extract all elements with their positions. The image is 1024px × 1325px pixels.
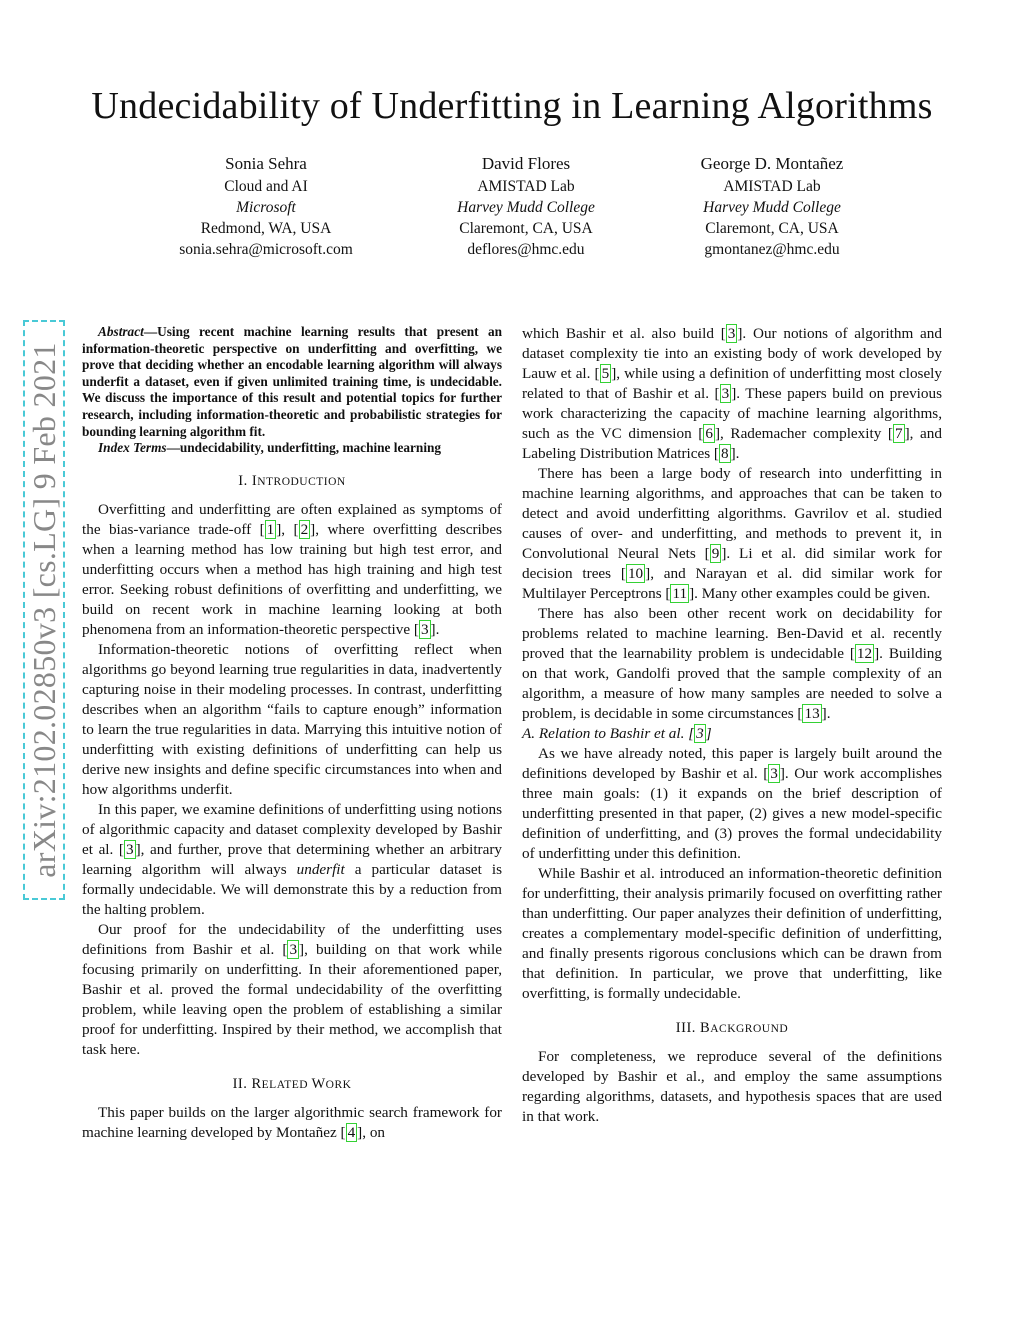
author-name: David Flores: [481, 154, 571, 173]
citation-link[interactable]: 7: [894, 425, 903, 442]
citation-link[interactable]: 5: [601, 365, 610, 382]
section-heading-related-work: II. RELATED WORK: [232, 1075, 352, 1092]
citation-link[interactable]: 3: [696, 725, 704, 742]
citation-link[interactable]: 3: [770, 765, 778, 782]
right-column: [522, 324, 942, 1127]
author-email[interactable]: deflores@hmc.edu: [467, 241, 585, 258]
citation-link[interactable]: 12: [856, 645, 873, 662]
abstract-text: —Using recent machine learning results that present an information-theoretic perspective on underfitting and overfitting, we prove that deciding whether an encodable learning algorithm will always underfit a dataset, even if given unlimited training time, is undecidable. We discuss the importance of this result and potential topics for further research, including information-theoretic and probabilistic strategies for bounding learning algorithm fit.: [82, 324, 502, 439]
paragraph: There has also been other recent work on decidability for problems related to machine learning. Ben-David et al. recently proved that the learnability problem is undecidable [ 12 ]. Building on that work, Gandolfi proved that the sample complexity of an algorithm, a measure of how many samples are needed to solve a problem, is decidable in some circumstances [ 13 ].: [522, 605, 942, 722]
index-terms-label: Index Terms: [98, 440, 167, 456]
citation-link[interactable]: 2: [300, 520, 309, 538]
author-location: Claremont, CA, USA: [459, 220, 593, 237]
citation-link[interactable]: 3: [721, 385, 730, 402]
citation-link[interactable]: 3: [289, 940, 298, 958]
citation-link[interactable]: 3: [727, 325, 736, 342]
author-block: [396, 152, 656, 260]
paragraph: which Bashir et al. also build [ 3 ]. Our notions of algorithm and dataset complexity tie into an existing body of work developed by Lauw et al. [ 5 ], while using a definition of underfitting most closely related to that of Bashir et al. [ 3 ]. These papers build on previous work characterizing the capacity of machine learning algorithms, such as the VC dimension [ 6 ], Rademacher complexity [ 7 ], and Labeling Distribution Matrices [ 8 ].: [522, 325, 943, 462]
abstract: [82, 324, 502, 440]
author-email[interactable]: sonia.sehra@microsoft.com: [179, 241, 353, 258]
author-name: Sonia Sehra: [225, 154, 307, 173]
citation-link[interactable]: 3: [420, 620, 429, 638]
author-organization: Harvey Mudd College: [703, 199, 841, 216]
author-block: [136, 152, 396, 260]
citation-link[interactable]: 1: [266, 520, 275, 538]
citation-link[interactable]: 4: [347, 1123, 356, 1141]
citation-link[interactable]: 8: [720, 445, 729, 462]
index-terms: [82, 440, 502, 457]
author-organization: Harvey Mudd College: [457, 199, 595, 216]
paragraph: There has been a large body of research into underfitting in machine learning algorithms, and approaches that can be taken to detect and avoid underfitting algorithms. Gavrilov et al. studied causes of over- and underfitting, and methods to prevent it, in Convolutional Neural Nets [ 9 ]. Li et al. did similar work for decision trees [ 10 ], and Narayan et al. did similar work for Multilayer Perceptrons [ 11 ]. Many other examples could be given.: [522, 465, 942, 602]
index-terms-text: —undecidability, underfitting, machine learning: [166, 440, 442, 456]
section-heading-background: III. BACKGROUND: [675, 1020, 789, 1036]
paragraph: In this paper, we examine definitions of underfitting using notions of algorithmic capacity and dataset complexity developed by Bashir et al. [ 3 ], and further, prove that determining whether an arbitrary learning algorithm will always underfit a particular dataset is formally undecidable. We will demonstrate this by a reduction from the halting problem.: [82, 800, 503, 918]
paragraph: Information-theoretic notions of overfitting reflect when algorithms go beyond learning true regularities in data, inadvertently capturing noise in their modeling processes. In contrast, underfitting describes when an algorithm “fails to capture enough” information to learn the true regularities in data. Marrying this intuitive notion of underfitting with existing definitions of underfitting can help us derive new insights and define specific circumstances into when and how algorithms underfit.: [82, 640, 502, 798]
arxiv-stamp: [18, 320, 70, 900]
paragraph: Our proof for the undecidability of the underfitting uses definitions from Bashir et al. [ 3 ], building on that work while focusing primarily on underfitting. In their aforementioned paper, Bashir et al. proved the formal undecidability of the overfitting problem, while leaving open the problem of establishing a similar proof for underfitting. Inspired by their method, we accomplish that task here.: [82, 920, 502, 1058]
author-location: Claremont, CA, USA: [705, 220, 839, 237]
author-block: [642, 152, 902, 260]
author-affiliation: AMISTAD Lab: [723, 178, 821, 195]
left-column: [82, 324, 502, 1143]
citation-link[interactable]: 9: [711, 545, 720, 562]
section-heading-introduction: I. INTRODUCTION: [238, 472, 346, 489]
author-affiliation: AMISTAD Lab: [477, 178, 575, 195]
abstract-label: Abstract: [98, 324, 144, 339]
author-name: George D. Montañez: [700, 154, 844, 173]
author-organization: Microsoft: [236, 199, 296, 216]
author-location: Redmond, WA, USA: [200, 220, 332, 237]
citation-link[interactable]: 3: [126, 840, 134, 858]
paragraph: This paper builds on the larger algorithmic search framework for machine learning developed by Montañez [ 4 ], on: [82, 1103, 502, 1141]
paragraph: For completeness, we reproduce several of the definitions developed by Bashir et al., and employ the same assumptions regarding algorithms, datasets, and hypothesis spaces that are used in that work.: [522, 1048, 942, 1125]
author-affiliation: Cloud and AI: [224, 178, 308, 195]
citation-link[interactable]: 10: [627, 565, 644, 582]
paper-title: Undecidability of Underfitting in Learning Algorithms: [91, 85, 933, 127]
arxiv-identifier[interactable]: arXiv:2102.02850v3 [cs.LG] 9 Feb 2021: [23, 320, 65, 900]
citation-link[interactable]: 13: [804, 705, 820, 722]
paragraph: Overfitting and underfitting are often explained as symptoms of the bias-variance trade-off [ 1 ], [ 2 ], where overfitting describes when a learning method has low training but high test error, and underfitting occurs when a method has high training and high test error. Seeking robust definitions of overfitting and underfitting, we build on recent work in machine learning looking at both phenomena from an information-theoretic perspective [ 3 ].: [82, 500, 502, 638]
citation-link[interactable]: 11: [672, 585, 688, 602]
subsection-heading: A. Relation to Bashir et al. [ 3 ]: [522, 725, 712, 742]
paragraph: While Bashir et al. introduced an information-theoretic definition for underfitting, their analysis primarily focused on overfitting rather than underfitting. Our paper analyzes their definition of underfitting, creates a complementary model-specific definition of underfitting, and finally presents rigorous conclusions which can be drawn from that definition. In particular, we prove that underfitting, like overfitting, is formally undecidable.: [522, 865, 942, 1002]
paragraph: As we have already noted, this paper is largely built around the definitions developed by Bashir et al. [ 3 ]. Our work accomplishes three main goals: (1) it expands on the brief description of underfitting presented in that paper, (2) gives a new model-specific definition of underfitting, and (3) proves the formal undecidability of underfitting under this definition.: [522, 745, 942, 862]
author-email[interactable]: gmontanez@hmc.edu: [704, 241, 840, 258]
citation-link[interactable]: 6: [705, 425, 713, 442]
